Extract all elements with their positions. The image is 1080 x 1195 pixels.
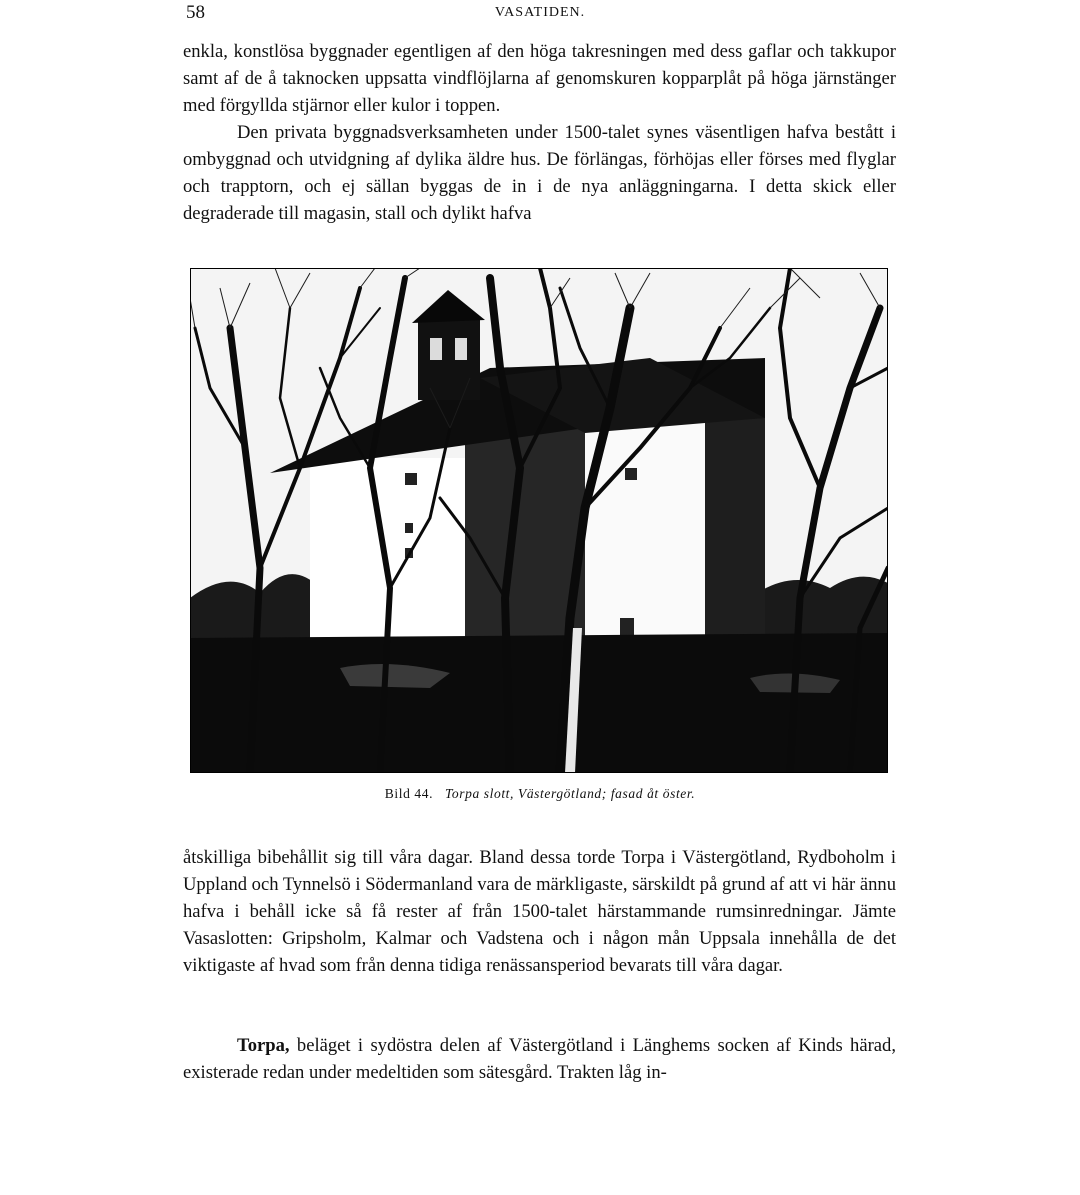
text-block-top: [183, 38, 896, 227]
paragraph-torpa: [183, 1032, 896, 1086]
running-title: VASATIDEN.: [494, 5, 586, 20]
paragraph-building-activity: Den privata byggnadsverksamheten under 1500-talet synes väsentligen hafva bestått i ombyggnad och utvidgning af dylika äldre hus. De förlängas, förhöjas eller förses med flyglar och trapptorn, och ej sällan byggas de in i de nya anläggningarna. I detta skick eller degraderade till magasin, stall och dylikt hafva: [183, 122, 896, 224]
paragraph-continuation: enkla, konstlösa byggnader egentligen af den höga takresningen med dess gaflar och takkupor samt af de å taknocken uppsatta vindflöjlarna af genomskuren kopparplåt på höga järnstänger med förgyllda stjärnor eller kulor i toppen.: [183, 41, 896, 116]
photo-torpa-castle: [190, 268, 888, 773]
photo-illustration: [190, 268, 888, 773]
text-block-torpa: [183, 1032, 896, 1086]
caption-label: Bild 44.: [384, 786, 434, 801]
page-number: 58: [186, 2, 205, 23]
text-block-after-figure: [183, 844, 896, 979]
caption-title: Torpa slott, Västergötland; fasad åt öster.: [445, 786, 696, 801]
torpa-paragraph-text: beläget i sydöstra delen af Västergötland i Länghems socken af Kinds härad, existerade redan under medeltiden som sätesgård. Trakten låg in-: [183, 1035, 896, 1083]
figure-caption: [0, 786, 1080, 802]
paragraph-surviving-houses: åtskilliga bibehållit sig till våra dagar. Bland dessa torde Torpa i Västergötland, Rydboholm i Uppland och Tynnelsö i Södermanland vara de märkligaste, särskildt på grund af att vi här ännu hafva i behåll icke så få rester af från 1500-talet härstammande rumsinredningar. Jämte Vasaslotten: Gripsholm, Kalmar och Vadstena och i någon mån Uppsala innehålla de det viktigaste af hvad som från denna tidiga renässansperiod bevarats till våra dagar.: [183, 847, 896, 976]
torpa-lead-word: Torpa,: [237, 1035, 290, 1056]
